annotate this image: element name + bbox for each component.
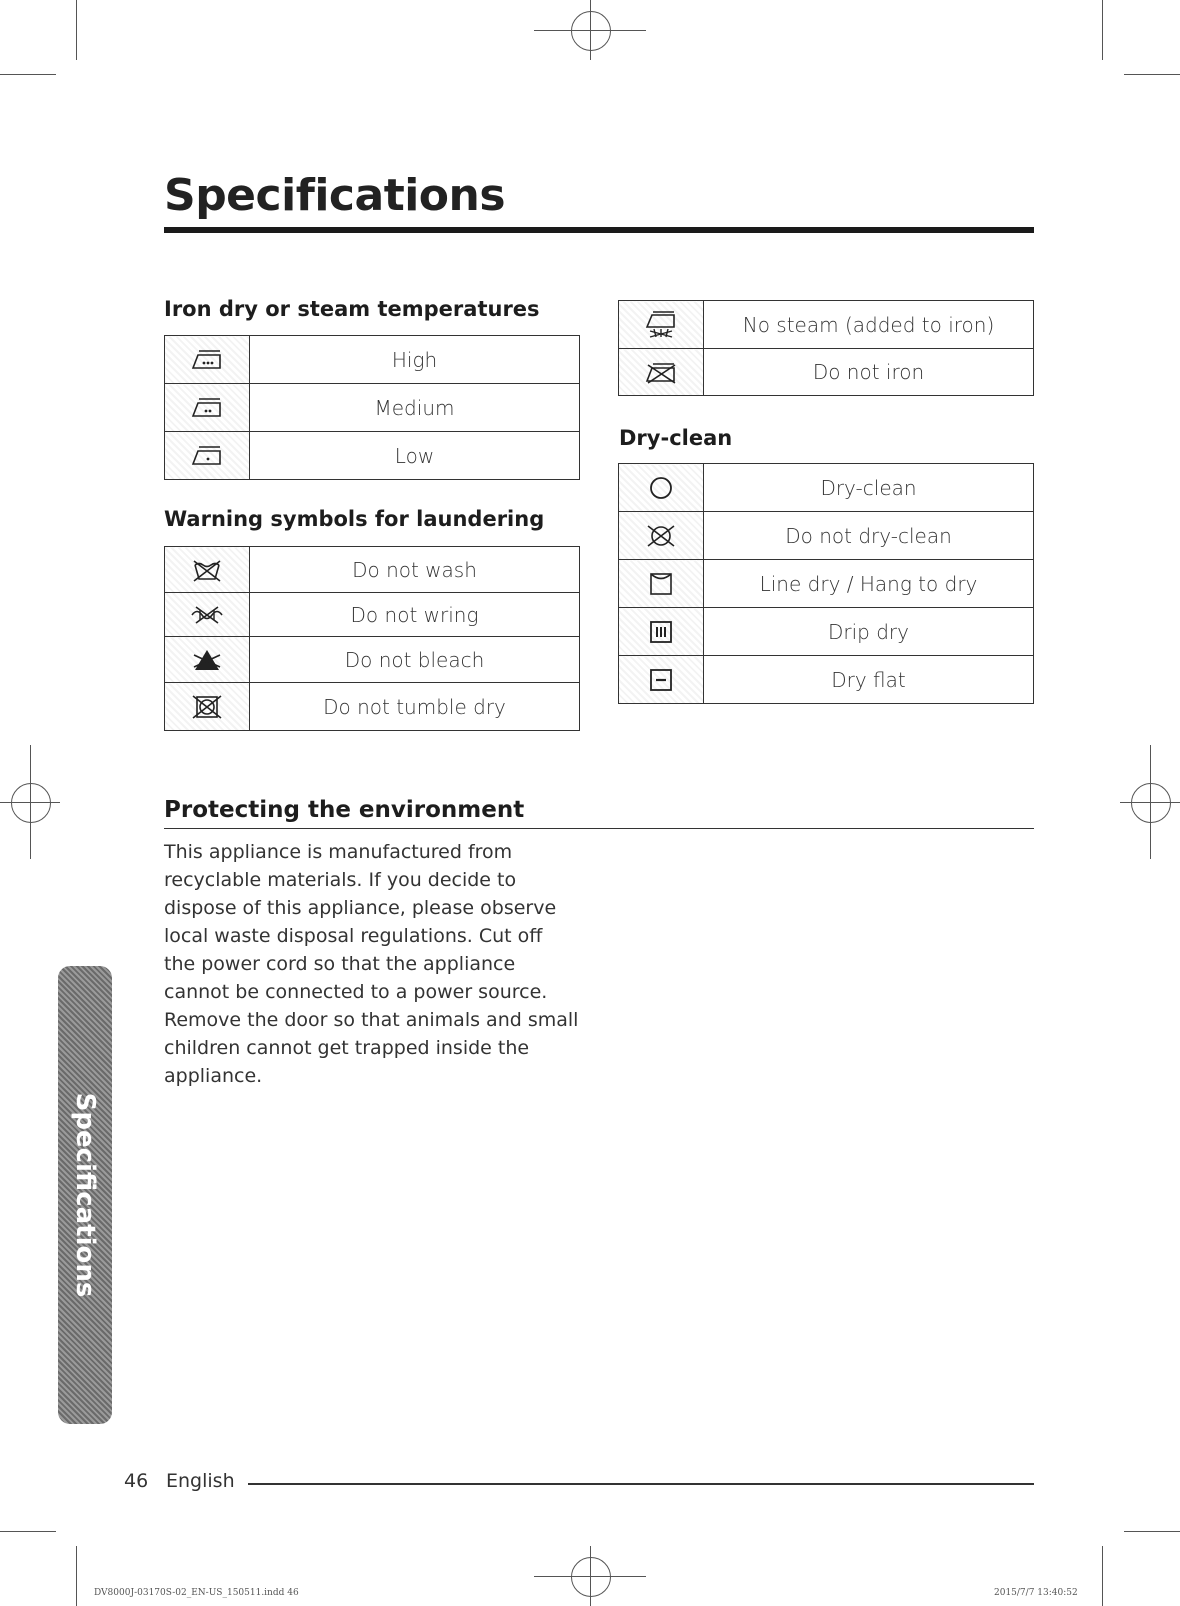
drip-dry-label: Drip dry <box>704 608 1034 656</box>
iron-one-dot-icon <box>165 432 250 480</box>
do-not-iron-label: Do not iron <box>704 349 1034 396</box>
environment-paragraph <box>164 838 584 1090</box>
page-number: 46 <box>124 1470 149 1492</box>
do-not-bleach-label: Do not bleach <box>250 637 580 683</box>
do-not-wash-icon <box>165 547 250 593</box>
do-not-iron-icon <box>619 349 704 396</box>
iron-medium-label: Medium <box>250 384 580 432</box>
line-dry-icon <box>619 560 704 608</box>
iron-high-label: High <box>250 336 580 384</box>
paragraph-line: cannot be connected to a power source. <box>164 981 548 1003</box>
warning-symbols-table <box>164 546 580 731</box>
dry-clean-table <box>618 463 1034 704</box>
iron-temperatures-table <box>164 335 580 480</box>
print-slug-file: DV8000J-03170S-02_EN-US_150511.indd 46 <box>94 1588 299 1598</box>
side-tab-label: Specifications <box>70 1092 100 1298</box>
paragraph-line: Remove the door so that animals and small <box>164 1009 579 1031</box>
title-rule <box>164 227 1034 233</box>
table-row <box>165 336 580 384</box>
dry-flat-icon <box>619 656 704 704</box>
table-row <box>165 637 580 683</box>
environment-rule <box>164 828 1034 829</box>
no-steam-icon <box>619 301 704 349</box>
iron-temperatures-heading: Iron dry or steam temperatures <box>164 297 540 321</box>
footer-rule <box>248 1483 1034 1485</box>
table-row <box>619 656 1034 704</box>
paragraph-line: recyclable materials. If you decide to <box>164 869 517 891</box>
dry-clean-icon <box>619 464 704 512</box>
do-not-dry-clean-label: Do not dry-clean <box>704 512 1034 560</box>
do-not-tumble-dry-icon <box>165 683 250 731</box>
iron-two-dots-icon <box>165 384 250 432</box>
iron-three-dots-icon <box>165 336 250 384</box>
table-row <box>165 547 580 593</box>
section-side-tab <box>58 966 112 1424</box>
iron-extra-table <box>618 300 1034 396</box>
dry-flat-label: Dry flat <box>704 656 1034 704</box>
paragraph-line: appliance. <box>164 1065 263 1087</box>
table-row <box>165 384 580 432</box>
paragraph-line: This appliance is manufactured from <box>164 841 513 863</box>
footer-language: English <box>166 1470 235 1492</box>
warning-symbols-heading: Warning symbols for laundering <box>164 507 545 531</box>
do-not-wring-icon <box>165 593 250 637</box>
paragraph-line: children cannot get trapped inside the <box>164 1037 530 1059</box>
paragraph-line: local waste disposal regulations. Cut off <box>164 925 543 947</box>
table-row <box>165 432 580 480</box>
table-row <box>165 683 580 731</box>
do-not-dry-clean-icon <box>619 512 704 560</box>
print-slug-timestamp: 2015/7/7 13:40:52 <box>994 1588 1078 1598</box>
do-not-wring-label: Do not wring <box>250 593 580 637</box>
do-not-bleach-icon <box>165 637 250 683</box>
table-row <box>619 608 1034 656</box>
do-not-tumble-dry-label: Do not tumble dry <box>250 683 580 731</box>
no-steam-label: No steam (added to iron) <box>704 301 1034 349</box>
dry-clean-label: Dry-clean <box>704 464 1034 512</box>
paragraph-line: the power cord so that the appliance <box>164 953 516 975</box>
line-dry-label: Line dry / Hang to dry <box>704 560 1034 608</box>
environment-heading: Protecting the environment <box>164 797 525 823</box>
drip-dry-icon <box>619 608 704 656</box>
table-row <box>619 512 1034 560</box>
table-row <box>619 560 1034 608</box>
table-row <box>619 349 1034 396</box>
table-row <box>619 301 1034 349</box>
dry-clean-heading: Dry-clean <box>619 426 733 450</box>
paragraph-line: dispose of this appliance, please observe <box>164 897 557 919</box>
do-not-wash-label: Do not wash <box>250 547 580 593</box>
table-row <box>619 464 1034 512</box>
table-row <box>165 593 580 637</box>
page-title: Specifications <box>164 170 506 221</box>
iron-low-label: Low <box>250 432 580 480</box>
